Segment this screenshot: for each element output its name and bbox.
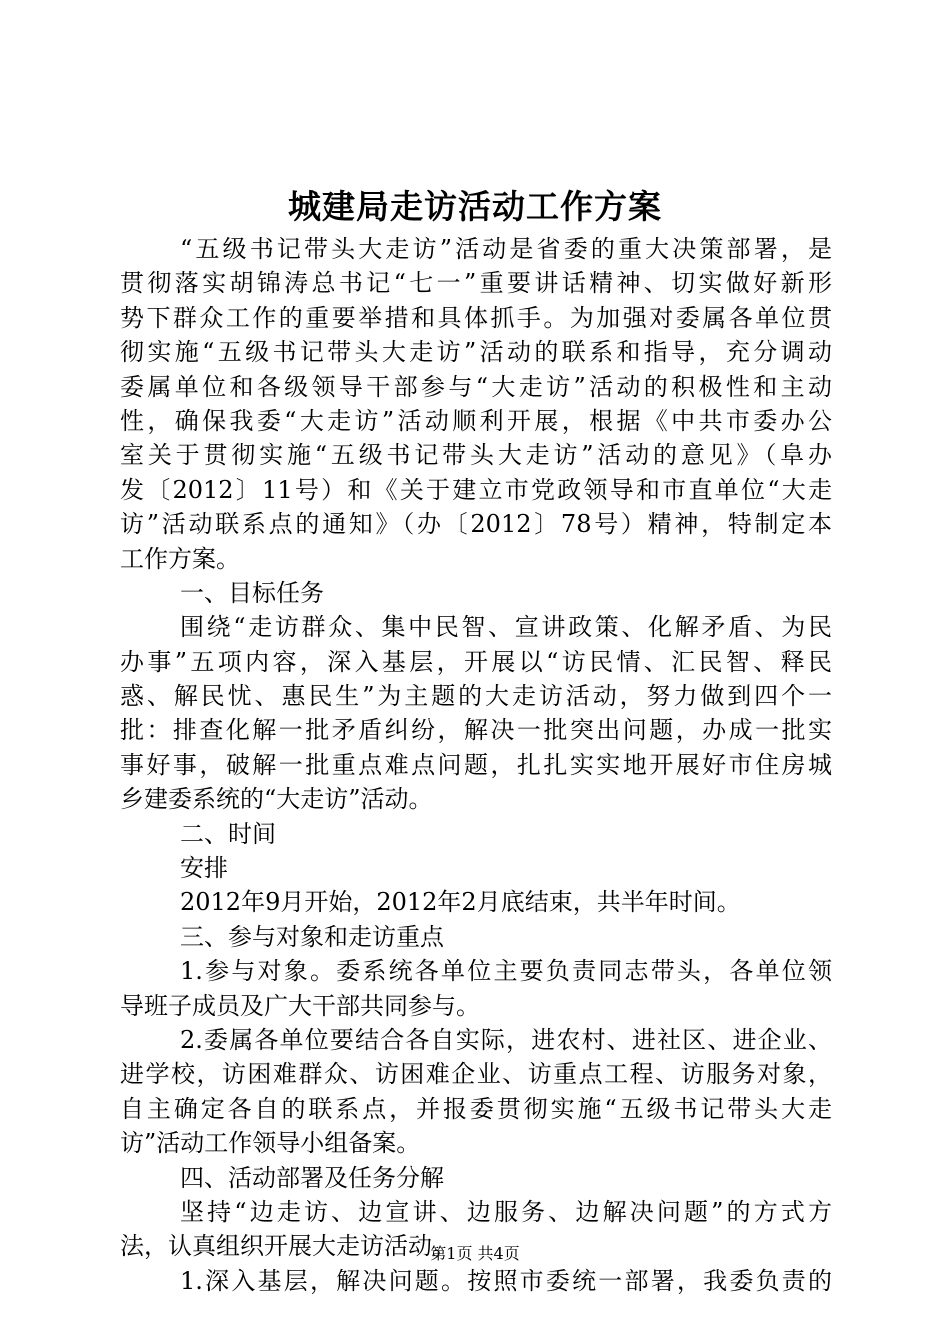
text-line: 惑、解民忧、惠民生”为主题的大走访活动，努力做到四个一 [120,682,832,711]
text-line: 势下群众工作的重要举措和具体抓手。为加强对委属各单位贯 [120,303,832,332]
text-line: 访”活动工作领导小组备案。 [120,1129,421,1158]
text-line: 一、目标任务 [180,578,324,607]
text-line: 工作方案。 [120,544,240,573]
text-line: 三、参与对象和走访重点 [180,922,444,951]
text-line: 批：排查化解一批矛盾纠纷，解决一批突出问题，办成一批实 [120,716,832,745]
text-line: 进学校，访困难群众、访困难企业、访重点工程、访服务对象， [120,1060,832,1089]
text-line: 性，确保我委“大走访”活动顺利开展，根据《中共市委办公 [120,406,832,435]
text-line: 导班子成员及广大干部共同参与。 [120,991,480,1020]
text-line: 发〔2012〕11号）和《关于建立市党政领导和市直单位“大走 [120,475,832,504]
text-line: 法，认真组织开展大走访活动。 [120,1232,456,1261]
text-line: 四、活动部署及任务分解 [180,1163,444,1192]
text-line: 1.深入基层，解决问题。按照市委统一部署，我委负责的 [180,1266,832,1295]
text-line: “五级书记带头大走访”活动是省委的重大决策部署，是 [180,235,832,263]
text-line: 2012年9月开始，2012年2月底结束，共半年时间。 [180,888,741,917]
text-line: 彻实施“五级书记带头大走访”活动的联系和指导，充分调动 [120,338,832,367]
text-line: 坚持“边走访、边宣讲、边服务、边解决问题”的方式方 [180,1197,832,1226]
text-line: 安排 [180,854,228,883]
page-footer: 第1页 共4页 [430,1244,520,1263]
text-line: 自主确定各自的联系点，并报委贯彻实施“五级书记带头大走 [120,1094,832,1123]
text-line: 二、时间 [180,819,276,848]
text-line: 围绕“走访群众、集中民智、宣讲政策、化解矛盾、为民 [180,613,832,642]
text-line: 办事”五项内容，深入基层，开展以“访民情、汇民智、释民 [120,647,832,676]
text-line: 贯彻落实胡锦涛总书记“七一”重要讲话精神、切实做好新形 [120,269,832,298]
text-line: 委属单位和各级领导干部参与“大走访”活动的积极性和主动 [120,372,832,401]
text-line: 乡建委系统的“大走访”活动。 [120,785,433,814]
text-line: 1.参与对象。委系统各单位主要负责同志带头，各单位领 [180,957,832,986]
text-line: 事好事，破解一批重点难点问题，扎扎实实地开展好市住房城 [120,750,832,779]
text-line: 2.委属各单位要结合各自实际，进农村、进社区、进企业、 [180,1025,832,1054]
document-title: 城建局走访活动工作方案 [288,187,662,226]
text-line: 室关于贯彻实施“五级书记带头大走访”活动的意见》（阜办 [120,441,832,470]
text-line: 访”活动联系点的通知》（办〔2012〕78号）精神，特制定本 [120,510,832,539]
document-body [120,232,832,1298]
